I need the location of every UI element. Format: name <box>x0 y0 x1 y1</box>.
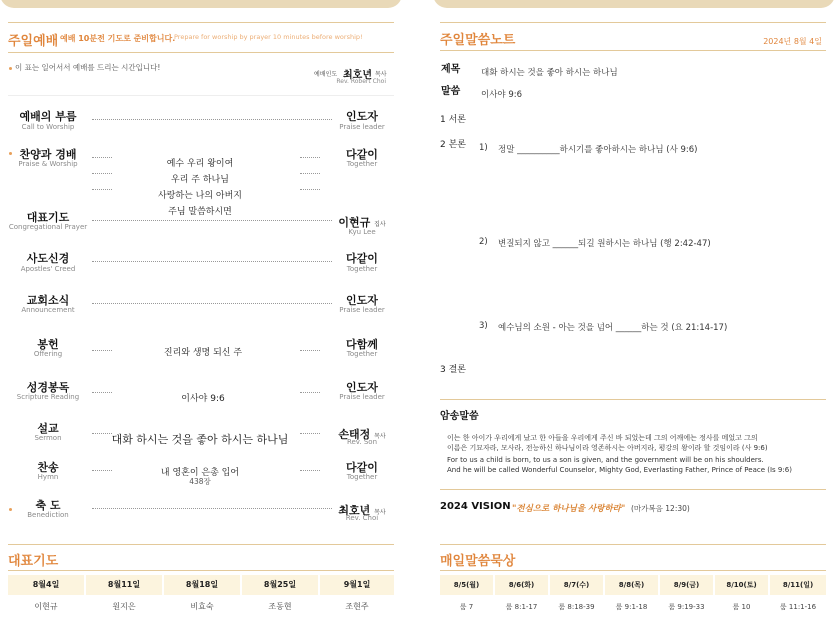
daily-bottom-rule <box>440 570 826 571</box>
dot-leader <box>92 303 332 304</box>
point-2-num: 2) <box>479 237 488 247</box>
order-item-offering: 봉헌 <box>37 338 59 351</box>
dot-leader <box>300 189 320 190</box>
leader-announcement-en: Praise leader <box>339 306 385 314</box>
order-top-rule <box>8 95 394 96</box>
order-item-creed: 사도신경 <box>26 252 70 265</box>
leader-call-to-worship: 인도자 <box>346 110 378 123</box>
leader-offering-en: Together <box>346 350 378 358</box>
leader-benediction-title: 목사 <box>374 509 386 516</box>
prayer-schedule-title: 대표기도 <box>8 554 59 569</box>
subject-label: 제목 <box>441 64 461 75</box>
vision-label: 2024 VISION <box>440 501 511 512</box>
preacher-name-en: Rev. Robert Choi <box>336 78 386 85</box>
point-3-text: 예수님의 소원 - 아는 것을 넘어 ______하는 것 (요 21:14-17) <box>498 323 728 333</box>
daily-date: 8/10(토) <box>715 575 768 595</box>
leader-sermon-en: Rev. Son <box>346 438 378 446</box>
dot-leader <box>92 261 332 262</box>
dot-leader <box>92 508 332 509</box>
dot-leader <box>300 433 320 434</box>
prayer-name: 비효숙 <box>190 602 214 611</box>
leader-benediction-name: 최호년 <box>338 504 371 517</box>
standing-notice: 이 표는 일어서서 예배를 드리는 시간입니다! <box>15 63 161 72</box>
preacher-title: 목사 <box>375 71 387 78</box>
order-item-sermon: 설교 <box>37 422 59 435</box>
daily-reference: 룸 11:1-16 <box>779 603 817 611</box>
worship-subtitle-en: Prepare for worship by prayer 10 minutes before worship! <box>174 33 363 41</box>
point-1-num: 1) <box>479 143 488 153</box>
order-item-call-to-worship-en: Call to Worship <box>21 123 75 131</box>
order-item-scripture-en: Scripture Reading <box>16 393 80 401</box>
memory-title: 암송말씀 <box>440 411 479 422</box>
dot-leader <box>300 173 320 174</box>
notice-bullet <box>9 67 12 70</box>
dot-leader <box>92 173 112 174</box>
order-item-prayer-en: Congregational Prayer <box>8 223 88 231</box>
daily-reference: 룸 8:18-39 <box>558 603 595 611</box>
song-3: 사랑하는 나의 아버지 <box>158 191 242 201</box>
vision-reference: (마가복음 12:30) <box>631 504 690 513</box>
dot-leader <box>92 350 112 351</box>
prayer-name: 원지은 <box>112 602 136 611</box>
subject-text: 대화 하시는 것을 좋아 하시는 하나님 <box>481 68 618 78</box>
daily-date: 8/7(수) <box>550 575 603 595</box>
prayer-date: 8월4일 <box>8 575 84 595</box>
leader-sermon-name: 손태정 <box>338 428 371 441</box>
right-top-tab <box>433 0 835 8</box>
worship-title: 주일예배 <box>8 34 59 49</box>
leader-offering: 다함께 <box>346 338 378 351</box>
leader-hymn-en: Together <box>346 473 378 481</box>
order-item-praise-worship-en: Praise & Worship <box>18 160 78 168</box>
leader-prayer-title: 집사 <box>374 221 386 228</box>
dot-leader <box>92 392 112 393</box>
prayer-bottom-rule <box>8 570 394 571</box>
daily-date: 8/11(일) <box>770 575 826 595</box>
prayer-date: 8월25일 <box>242 575 318 595</box>
notes-title: 주일말씀노트 <box>440 33 516 48</box>
leader-scripture-en: Praise leader <box>339 393 385 401</box>
song-4: 주님 말씀하시면 <box>168 207 232 217</box>
order-item-hymn-en: Hymn <box>37 473 59 481</box>
order-item-prayer: 대표기도 <box>26 211 70 224</box>
memory-ko-line-2: 이름은 기묘자라, 모사라, 전능하신 하나님이라 영존하시는 아버지라, 평강의 왕이라 할 것임이라 (사 9:6) <box>447 444 768 452</box>
leader-sermon-title: 목사 <box>374 433 386 440</box>
song-2: 우리 주 하나님 <box>171 175 229 185</box>
daily-date: 8/9(금) <box>660 575 713 595</box>
leader-praise-worship-en: Together <box>346 160 378 168</box>
daily-date: 8/6(화) <box>495 575 548 595</box>
dot-leader <box>300 392 320 393</box>
left-header-top-rule <box>8 22 394 23</box>
offering-song: 진리와 생명 되신 주 <box>163 348 243 358</box>
order-item-hymn: 찬송 <box>37 461 59 474</box>
prayer-date: 8월18일 <box>164 575 240 595</box>
word-label: 말씀 <box>441 86 461 97</box>
daily-reference: 룸 9:1-18 <box>615 603 648 611</box>
dot-leader <box>300 470 320 471</box>
daily-reference: 룸 9:19-33 <box>668 603 705 611</box>
leader-benediction-en: Rev. Choi <box>345 514 379 522</box>
leader-call-to-worship-en: Praise leader <box>339 123 385 131</box>
leader-creed-en: Together <box>346 265 378 273</box>
word-text: 이사야 9:6 <box>481 90 523 100</box>
right-header-bottom-rule <box>440 50 826 51</box>
point-1-text: 정말 __________하시기를 좋아하시는 하나님 (사 9:6) <box>498 145 698 155</box>
dot-leader <box>92 157 112 158</box>
notes-date: 2024년 8월 4일 <box>763 37 822 46</box>
order-item-call-to-worship: 예배의 부름 <box>19 110 77 123</box>
point-2-text: 변질되지 않고 ______되길 원하시는 하나님 (행 2:42-47) <box>498 239 711 249</box>
order-item-scripture: 성경봉독 <box>26 381 70 394</box>
dot-leader <box>92 189 112 190</box>
prayer-name: 조현주 <box>345 602 369 611</box>
leader-scripture: 인도자 <box>346 381 378 394</box>
leader-prayer-en: Kyu Lee <box>348 228 376 236</box>
dot-leader <box>92 470 112 471</box>
preacher-name: 최호년 <box>343 70 372 81</box>
dot-leader <box>300 157 320 158</box>
order-item-creed-en: Apostles' Creed <box>20 265 76 273</box>
left-header-bottom-rule <box>8 52 394 53</box>
song-1: 예수 우리 왕이여 <box>166 159 234 169</box>
prayer-name: 이현규 <box>34 602 58 611</box>
hymn-number: 438장 <box>189 477 211 486</box>
dot-leader <box>92 220 332 221</box>
daily-top-rule <box>440 544 826 545</box>
hymn-title: 내 영혼이 은총 입어 <box>160 468 240 478</box>
prayer-date: 9월1일 <box>320 575 394 595</box>
daily-reference: 룸 10 <box>732 603 751 611</box>
memory-en-line-1: For to us a child is born, to us a son is given, and the government will be on his shoulders. <box>447 456 764 464</box>
memory-bottom-rule <box>440 489 826 490</box>
order-item-offering-en: Offering <box>33 350 63 358</box>
leader-praise-worship: 다같이 <box>346 148 378 161</box>
leader-prayer-name: 이현규 <box>338 216 371 229</box>
order-item-announcement-en: Announcement <box>21 306 75 314</box>
leader-announcement: 인도자 <box>346 294 378 307</box>
order-item-sermon-en: Sermon <box>34 434 62 442</box>
prayer-name: 조동현 <box>268 602 292 611</box>
prayer-date: 8월11일 <box>86 575 162 595</box>
dot-leader <box>92 119 332 120</box>
order-item-benediction: 축 도 <box>35 499 61 512</box>
order-item-announcement: 교회소식 <box>26 294 70 307</box>
prayer-top-rule <box>8 544 394 545</box>
worship-subtitle-ko: 예배 10분전 기도로 준비합니다. <box>60 34 176 43</box>
daily-reference: 룸 7 <box>459 603 474 611</box>
order-item-benediction-en: Benediction <box>27 511 69 519</box>
leader-creed: 다같이 <box>346 252 378 265</box>
leader-hymn: 다같이 <box>346 461 378 474</box>
memory-en-line-2: And he will be called Wonderful Counselor, Mighty God, Everlasting Father, Prince of Peace (Is 9:6) <box>447 466 792 474</box>
daily-title: 매일말씀묵상 <box>440 554 516 569</box>
point-3-num: 3) <box>479 321 488 331</box>
memory-top-rule <box>440 399 826 400</box>
daily-date: 8/8(목) <box>605 575 658 595</box>
body-label: 2 본론 <box>440 140 466 150</box>
intro-label: 1 서론 <box>440 115 466 125</box>
left-top-tab <box>0 0 402 8</box>
vision-quote: "전심으로 하나님을 사랑하라" <box>512 504 626 514</box>
preacher-role: 예배인도 <box>314 71 338 78</box>
memory-ko-line-1: 이는 한 아이가 우리에게 났고 한 아들을 우리에게 주신 바 되었는데 그의 어깨에는 정사를 메었고 그의 <box>447 434 758 442</box>
sermon-title: 대화 하시는 것을 좋아 하시는 하나님 <box>111 433 289 446</box>
daily-reference: 룸 8:1-17 <box>505 603 538 611</box>
daily-date: 8/5(월) <box>440 575 493 595</box>
right-header-top-rule <box>440 22 826 23</box>
dot-leader <box>300 350 320 351</box>
conclusion-label: 3 결론 <box>440 365 466 375</box>
order-item-praise-worship: 찬양과 경배 <box>19 148 77 161</box>
scripture-reference: 이사야 9:6 <box>181 394 225 404</box>
